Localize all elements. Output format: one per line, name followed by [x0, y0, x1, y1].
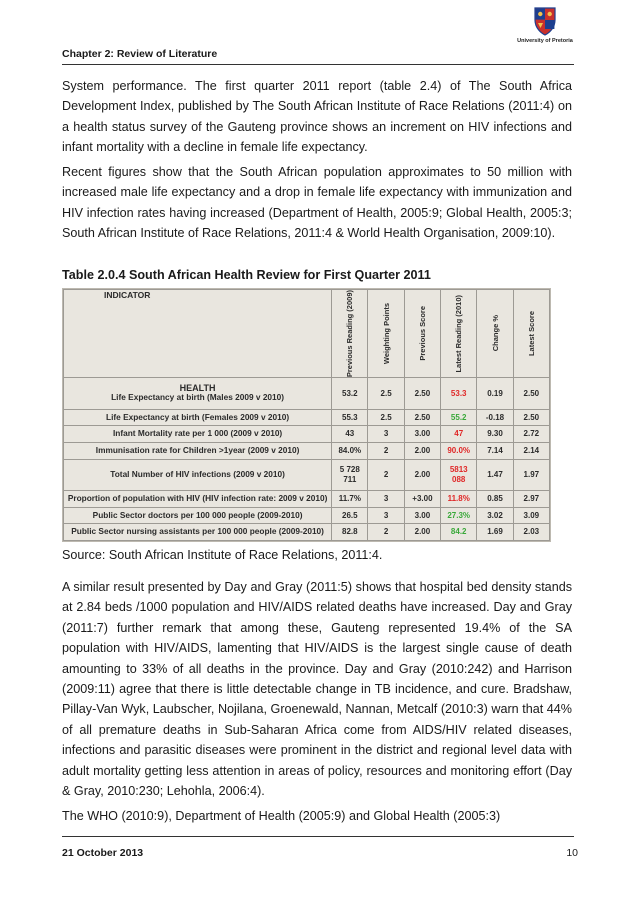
value-cell: 3.02 [477, 507, 513, 524]
table-row [64, 507, 550, 524]
value-cell: 2.50 [404, 409, 440, 426]
column-header-label: Change % [490, 315, 500, 352]
indicator-cell [64, 442, 332, 459]
indicator-cell [64, 378, 332, 410]
value-cell: 1.47 [477, 459, 513, 491]
value-cell: 53.2 [332, 378, 368, 410]
value-cell: 2 [368, 524, 404, 541]
chapter-title: Chapter 2: Review of Literature [62, 48, 218, 60]
table-row [64, 459, 550, 491]
column-header-label: Latest Score [526, 311, 536, 357]
indicator-cell [64, 491, 332, 508]
value-cell: 43 [332, 426, 368, 443]
header-divider [62, 64, 574, 65]
table-header-row [64, 290, 550, 378]
footer-date: 21 October 2013 [62, 847, 144, 859]
logo-text: University of Pretoria [517, 38, 573, 44]
paragraph-4 [62, 806, 572, 826]
indicator-cell [64, 409, 332, 426]
value-cell: 53.3 [441, 378, 477, 410]
health-table-grid [63, 289, 550, 541]
value-cell: 2.72 [513, 426, 549, 443]
table-row [64, 409, 550, 426]
indicator-header: INDICATOR [64, 290, 332, 378]
value-cell: 3 [368, 426, 404, 443]
indicator-label: Life Expectancy at birth (Females 2009 v 2010) [106, 411, 290, 422]
indicator-label: Total Number of HIV infections (2009 v 2010) [110, 469, 285, 480]
value-cell: 0.85 [477, 491, 513, 508]
page-number: 10 [566, 847, 578, 859]
value-cell: 26.5 [332, 507, 368, 524]
indicator-cell [64, 426, 332, 443]
paragraph-3 [62, 577, 572, 801]
table-source: Source: South African Institute of Race Relations, 2011:4. [62, 548, 383, 562]
value-cell: 9.30 [477, 426, 513, 443]
value-cell: 3 [368, 507, 404, 524]
value-cell: 3.00 [404, 426, 440, 443]
value-cell: 1.97 [513, 459, 549, 491]
value-cell: 47 [441, 426, 477, 443]
value-cell: 55.3 [332, 409, 368, 426]
value-cell: 2.97 [513, 491, 549, 508]
value-cell: 5 728 711 [332, 459, 368, 491]
table-caption: Table 2.0.4 South African Health Review for First Quarter 2011 [62, 268, 431, 282]
indicator-cell [64, 459, 332, 491]
value-cell: 11.8% [441, 491, 477, 508]
paragraph-1-text: System performance. The first quarter 2011 report (table 2.4) of The South Africa Development Index, published by The South African Institute of Race Relations (2011:4) on a health status survey of the Gauteng province shows an increment on HIV infections and infant mortality with a decline in female life expectancy. [62, 79, 572, 155]
page-header [62, 0, 574, 70]
column-header-label: Previous Reading (2009) [345, 290, 355, 378]
paragraph-2 [62, 162, 572, 244]
column-header [332, 290, 368, 378]
crest-icon [534, 6, 556, 36]
indicator-cell [64, 507, 332, 524]
indicator-label: Proportion of population with HIV (HIV infection rate: 2009 v 2010) [67, 493, 328, 504]
value-cell: 5813 088 [441, 459, 477, 491]
value-cell: 2.00 [404, 459, 440, 491]
column-header [477, 290, 513, 378]
column-header [441, 290, 477, 378]
value-cell: 7.14 [477, 442, 513, 459]
value-cell: 82.8 [332, 524, 368, 541]
value-cell: 2.14 [513, 442, 549, 459]
paragraph-4-text: The WHO (2010:9), Department of Health (2005:9) and Global Health (2005:3) [62, 809, 501, 823]
value-cell: 2.50 [513, 378, 549, 410]
indicator-label: Public Sector nursing assistants per 100 000 people (2009-2010) [71, 526, 324, 537]
indicator-label: Immunisation rate for Children >1year (2009 v 2010) [95, 444, 300, 455]
footer-divider [62, 836, 574, 837]
indicator-label: Life Expectancy at birth (Males 2009 v 2010) [111, 392, 285, 403]
value-cell: 2 [368, 459, 404, 491]
table-row [64, 426, 550, 443]
table-row [64, 491, 550, 508]
value-cell: 90.0% [441, 442, 477, 459]
value-cell: 2 [368, 442, 404, 459]
value-cell: -0.18 [477, 409, 513, 426]
column-header [404, 290, 440, 378]
value-cell: 2.50 [404, 378, 440, 410]
column-header-label: Previous Score [417, 306, 427, 361]
value-cell: 27.3% [441, 507, 477, 524]
value-cell: 3.09 [513, 507, 549, 524]
indicator-label: Public Sector doctors per 100 000 people (2009-2010) [92, 509, 303, 520]
value-cell: +3.00 [404, 491, 440, 508]
value-cell: 84.0% [332, 442, 368, 459]
value-cell: 2.5 [368, 378, 404, 410]
table-row [64, 524, 550, 541]
health-review-table [62, 288, 551, 542]
value-cell: 0.19 [477, 378, 513, 410]
value-cell: 3 [368, 491, 404, 508]
value-cell: 84.2 [441, 524, 477, 541]
value-cell: 1.69 [477, 524, 513, 541]
section-label: HEALTH [179, 382, 216, 393]
indicator-cell [64, 524, 332, 541]
paragraph-2-text: Recent figures show that the South African population approximates to 50 million with increased male life expectancy and a drop in female life expectancy with immunization and HIV infection rates having increased (Department of Health, 2005:9; Global Health, 2005:3; South African Institute of Race Relations, 2011:4 & World Health Organisation, 2009:10). [62, 165, 572, 241]
value-cell: 2.5 [368, 409, 404, 426]
column-header-label: Latest Reading (2010) [454, 294, 464, 373]
value-cell: 2.50 [513, 409, 549, 426]
paragraph-3-text: A similar result presented by Day and Gray (2011:5) shows that hospital bed density stands at 2.84 beds /1000 population and HIV/AIDS related deaths have increased. Day and Gray (2011:7) further remark that among these, Gauteng represented 19.4% of the SA population with HIV/AIDS, lamenting that HIV/AIDS is the largest single cause of death amounting to 33% of all deaths in the province. Day and Gray (2010:242) and Harrison (2009:11) agree that there is little detectable change in TB incidence, and cure. Bradshaw, Pillay-Van Wyk, Laubscher, Nojilana, Groenewald, Nannan, Metcalf (2010:3) warn that 44% of all premature deaths in Sub-Saharan Africa come from AIDS/HIV related diseases, infections and parasitic diseases were prominent in the district and regional level data with adult mortality getting less attention in areas of policy, resources and monitoring effort (Day & Gray, 2010:230; Lehohla, 2006:4). [62, 580, 572, 799]
column-header [368, 290, 404, 378]
column-header [513, 290, 549, 378]
value-cell: 2.03 [513, 524, 549, 541]
column-header-label: Weighting Points [381, 303, 391, 365]
table-row [64, 442, 550, 459]
value-cell: 11.7% [332, 491, 368, 508]
university-logo [516, 6, 574, 44]
value-cell: 2.00 [404, 524, 440, 541]
table-row [64, 378, 550, 410]
indicator-label: Infant Mortality rate per 1 000 (2009 v 2010) [112, 428, 283, 439]
value-cell: 2.00 [404, 442, 440, 459]
paragraph-1 [62, 76, 572, 158]
value-cell: 3.00 [404, 507, 440, 524]
value-cell: 55.2 [441, 409, 477, 426]
